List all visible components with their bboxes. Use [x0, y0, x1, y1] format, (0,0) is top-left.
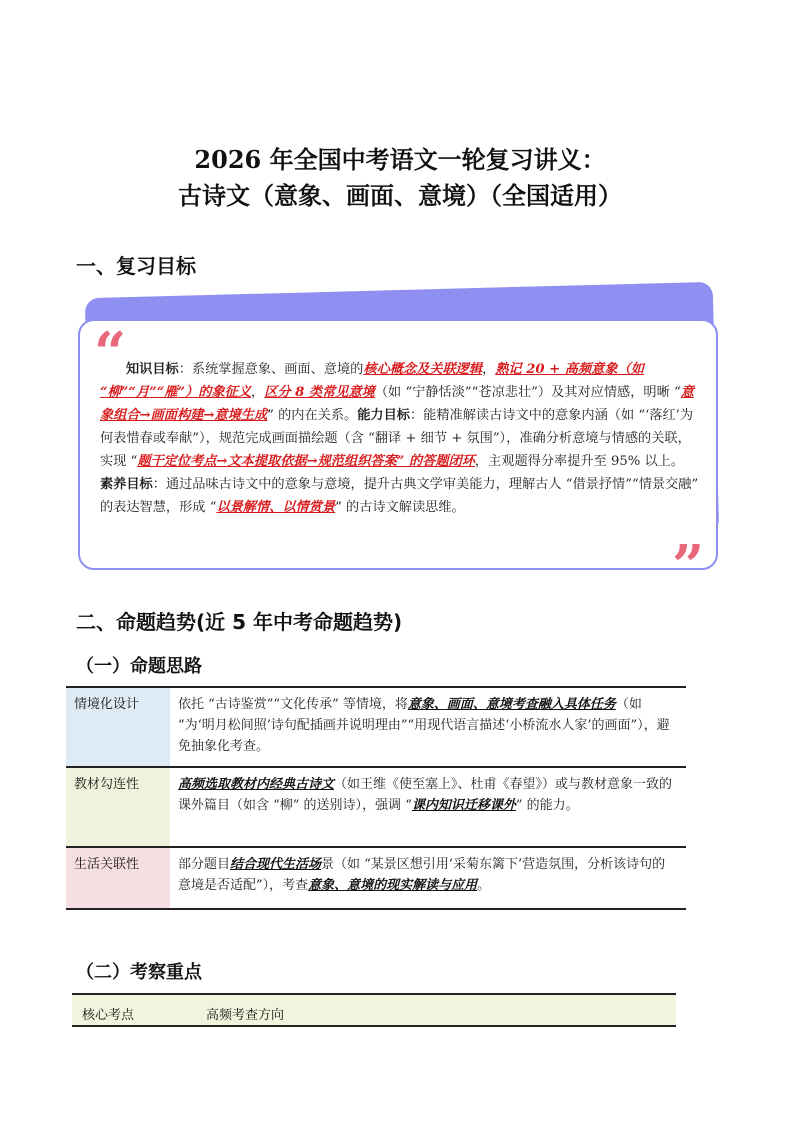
focus-table-header — [72, 993, 676, 1027]
trends-table — [66, 686, 686, 910]
row-description: 依托 “古诗鉴赏”“文化传承” 等情境，将意象、画面、意境考查融入具体任务（如 “为‘明月松间照’诗句配插画并说明理由”“用现代语言描述‘小桥流水人家’的画面”），避免抽象化考查。 — [178, 697, 670, 754]
goals-text: 知识目标：系统掌握意象、画面、意境的核心概念及关联逻辑，熟记 20 + 高频意象（如 “柳”“月”“雁”）的象征义，区分 8 类常见意境（如 “宁静恬淡”“苍凉悲壮”）及其对应情感，明晰 “意象组合→画面构建→意境生成” 的内在关系。能力目标：能精准解读古诗文中的意象内涵（如 “‘落红’为何表惜春或奉献”），规范完成画面描绘题（含 “翻译 + 细节 + 氛围”），准确分析意境与情感的关联，实现 “题干定位考点→文本提取依据→规范组织答案” 的答题闭环，主观题得分率提升至 95% 以上。 素养目标：通过品味古诗文中的意象与意境，提升古典文学审美能力，理解古人 “借景抒情”“情景交融” 的表达智慧，形成 “以景解情、以情赏景” 的古诗文解读思维。 — [100, 362, 699, 515]
subheading-ideas: （一）命题思路 — [76, 656, 202, 677]
open-quote-icon: “ — [94, 320, 127, 386]
emphasis: 意象组合→画面构建→意境生成 — [100, 385, 694, 423]
table-row — [66, 847, 686, 909]
document-title-line2: 古诗文（意象、画面、意境）（全国适用） — [178, 181, 622, 210]
row-category: 教材勾连性 — [66, 767, 170, 847]
subheading-focus: （二）考察重点 — [76, 962, 202, 983]
section-heading-trends: 二、命题趋势(近 5 年中考命题趋势) — [76, 610, 403, 634]
focus-col-direction: 高频考查方向 — [206, 1008, 285, 1023]
emphasis: 核心概念及关联逻辑 — [363, 362, 483, 377]
emphasis: 题干定位考点→文本提取依据→规范组织答案” 的答题闭环 — [137, 454, 475, 469]
table-row — [66, 767, 686, 847]
row-description: 高频选取教材内经典古诗文（如王维《使至塞上》、杜甫《春望》）或与教材意象一致的课外篇目（如含 “柳” 的送别诗），强调 “课内知识迁移课外” 的能力。 — [178, 777, 673, 813]
emphasis: 区分 8 类常见意境 — [264, 385, 375, 400]
knowledge-goal-label: 知识目标 — [126, 362, 179, 377]
table-row — [66, 687, 686, 767]
document-title-line1: 2026 年全国中考语文一轮复习讲义： — [194, 145, 606, 174]
row-category: 生活关联性 — [66, 847, 170, 909]
emphasis: 熟记 20 + 高频意象（如 “柳”“月”“雁”）的象征义 — [100, 362, 644, 400]
row-description: 部分题目结合现代生活场景（如 “某景区想引用‘采菊东篱下’营造氛围，分析该诗句的意境是否适配”），考查意象、意境的现实解读与应用。 — [178, 857, 666, 893]
emphasis: 以景解情、以情赏景 — [216, 500, 336, 515]
focus-col-core: 核心考点 — [82, 1008, 135, 1023]
row-category: 情境化设计 — [66, 687, 170, 767]
literacy-goal-label: 素养目标 — [100, 477, 153, 492]
close-quote-icon: ” — [672, 533, 705, 599]
section-heading-goals: 一、复习目标 — [76, 254, 196, 278]
ability-goal-label: 能力目标 — [357, 408, 410, 423]
